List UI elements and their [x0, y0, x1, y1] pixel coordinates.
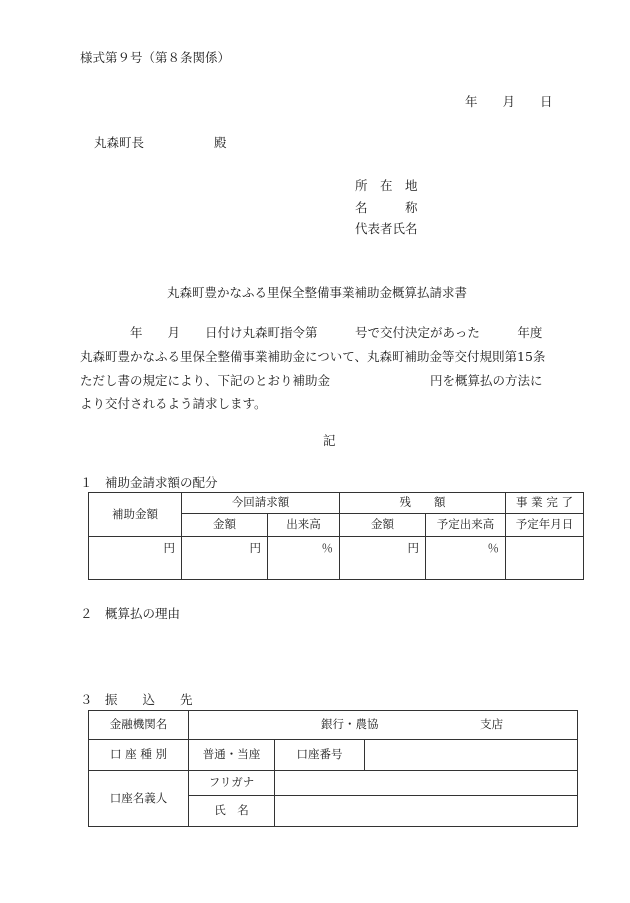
- cell-remaining-yen: 円: [340, 537, 426, 580]
- col-current-request: 今回請求額: [182, 493, 340, 514]
- ki-marker: 記: [323, 433, 336, 448]
- holder-name-value: [275, 796, 578, 827]
- cell-completion-date: [506, 537, 584, 580]
- form-number: 様式第９号（第８条関係）: [80, 50, 231, 65]
- body-line-3: ただし書の規定により、下記のとおり補助金 円を概算払の方法に: [80, 373, 543, 388]
- addressee: 丸森町長: [94, 135, 145, 150]
- col-remaining: 残 額: [340, 493, 506, 514]
- holder-name-label: 氏 名: [189, 796, 275, 827]
- honorific: 殿: [214, 135, 227, 150]
- holder-label: 口座名義人: [89, 771, 189, 827]
- col-completion-l1: 事 業 完 了: [506, 493, 584, 514]
- sub-amount: 金額: [182, 514, 268, 537]
- body-line-1: 年 月 日付け丸森町指令第 号で交付決定があった 年度: [130, 325, 543, 340]
- sub-progress: 出来高: [268, 514, 340, 537]
- sub-planned-progress: 予定出来高: [426, 514, 506, 537]
- representative-label: 代表者氏名: [355, 221, 418, 236]
- body-line-4: より交付されるよう請求します。: [80, 396, 267, 411]
- account-number-value: [365, 740, 578, 771]
- furigana-label: フリガナ: [189, 771, 275, 796]
- section2-heading: ２ 概算払の理由: [80, 606, 181, 621]
- account-type-label: 口 座 種 別: [89, 740, 189, 771]
- col-completion-l2: 予定年月日: [506, 514, 584, 537]
- bank-label: 金融機関名: [89, 711, 189, 740]
- account-number-label: 口座番号: [275, 740, 365, 771]
- account-type-value: 普通・当座: [189, 740, 275, 771]
- furigana-value: [275, 771, 578, 796]
- name-label: 名 称: [355, 200, 418, 215]
- bank-value-cell: [189, 711, 578, 740]
- bank-type: 銀行・農協: [321, 717, 379, 732]
- body-line-2: 丸森町豊かなふる里保全整備事業補助金について、丸森町補助金等交付規則第15条: [80, 349, 546, 364]
- date-line: 年 月 日: [465, 94, 553, 109]
- section3-heading: ３ 振 込 先: [80, 692, 193, 707]
- section1-heading: １ 補助金請求額の配分: [80, 475, 218, 490]
- cell-remaining-percent: ％: [426, 537, 506, 580]
- transfer-table: [88, 710, 578, 827]
- col-subsidy-amount: 補助金額: [89, 493, 182, 537]
- branch-label: 支店: [480, 717, 504, 732]
- cell-current-percent: ％: [268, 537, 340, 580]
- address-label: 所 在 地: [355, 178, 418, 193]
- sub-amount-2: 金額: [340, 514, 426, 537]
- allocation-table: [88, 492, 584, 580]
- cell-subsidy-yen: 円: [89, 537, 182, 580]
- cell-current-yen: 円: [182, 537, 268, 580]
- document-title: 丸森町豊かなふる里保全整備事業補助金概算払請求書: [167, 285, 468, 300]
